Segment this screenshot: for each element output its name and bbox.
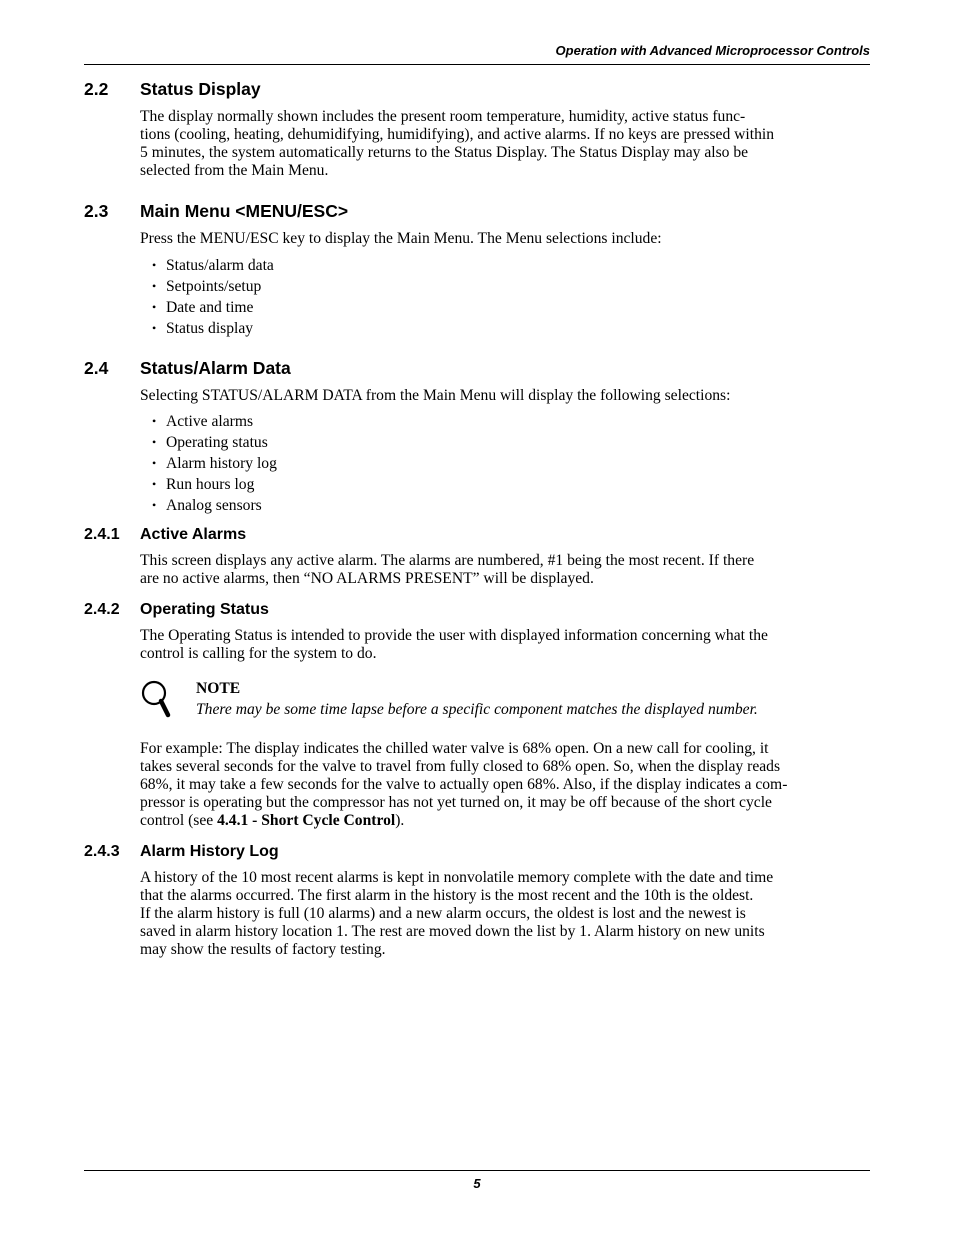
text-fragment: ). (395, 812, 405, 829)
list-item-text: Operating status (166, 434, 268, 451)
section-heading-2-4-1 (84, 525, 870, 545)
note-text: There may be some time lapse before a specific component matches the displayed number. (196, 701, 758, 718)
list-item-text: Run hours log (166, 476, 255, 493)
section-number: 2.4 (84, 358, 109, 378)
section-title: Main Menu <MENU/ESC> (140, 201, 349, 221)
list-item (140, 276, 870, 297)
bullet-icon: • (152, 258, 157, 272)
text-line: 5 minutes, the system automatically returns to the Status Display. The Status Display may also be (140, 144, 749, 161)
list-item (140, 297, 870, 318)
section-heading-2-2 (84, 78, 870, 100)
text-line: The display normally shown includes the present room temperature, humidity, active status func- (140, 108, 746, 125)
text-line: For example: The display indicates the chilled water valve is 68% open. On a new call for cooling, it (140, 740, 769, 757)
bullet-icon: • (152, 414, 157, 428)
list-item (140, 411, 870, 432)
text-line: Selecting STATUS/ALARM DATA from the Main Menu will display the following selections: (140, 387, 731, 404)
section-body-2-4-1 (140, 552, 870, 588)
note-box (140, 679, 870, 726)
section-number: 2.4.3 (84, 843, 120, 860)
text-line: takes several seconds for the valve to travel from fully closed to 68% open. So, when the display reads (140, 758, 781, 775)
page-content (84, 78, 870, 959)
bullet-icon: • (152, 477, 157, 491)
text-line: The Operating Status is intended to provide the user with displayed information concerning what the (140, 627, 768, 644)
note-title: NOTE (196, 680, 241, 697)
section-body-2-2 (140, 108, 870, 180)
section-intro-2-3 (140, 230, 870, 248)
list-item (140, 432, 870, 453)
section-title: Alarm History Log (140, 843, 279, 860)
bullet-icon: • (152, 321, 157, 335)
list-item-text: Analog sensors (166, 497, 262, 514)
bullet-icon: • (152, 435, 157, 449)
text-line: tions (cooling, heating, dehumidifying, humidifying), and active alarms. If no keys are pressed within (140, 126, 774, 143)
bullet-icon: • (152, 279, 157, 293)
header-rule (84, 64, 870, 65)
list-item (140, 318, 870, 339)
list-item (140, 474, 870, 495)
list-item (140, 453, 870, 474)
section-title: Status/Alarm Data (140, 358, 291, 378)
text-line: selected from the Main Menu. (140, 162, 329, 179)
list-item-text: Status display (166, 320, 254, 337)
footer-rule (84, 1170, 870, 1171)
section-heading-2-3 (84, 200, 870, 222)
cross-reference: 4.4.1 - Short Cycle Control (217, 812, 396, 829)
section-title: Operating Status (140, 601, 269, 618)
list-item-text: Status/alarm data (166, 257, 274, 274)
magnifier-icon (140, 679, 196, 726)
section-body-2-4-3 (140, 869, 870, 959)
list-item (140, 255, 870, 276)
bullet-icon: • (152, 498, 157, 512)
list-item-text: Date and time (166, 299, 254, 316)
section-heading-2-4-2 (84, 600, 870, 620)
note-content (196, 679, 758, 726)
bullet-icon: • (152, 300, 157, 314)
section-number: 2.4.2 (84, 601, 120, 618)
section-title: Active Alarms (140, 526, 247, 543)
text-line: control is calling for the system to do. (140, 645, 377, 662)
list-item-text: Alarm history log (166, 455, 277, 472)
text-line: are no active alarms, then “NO ALARMS PRESENT” will be displayed. (140, 570, 594, 587)
example-paragraph (140, 740, 870, 830)
text-line (140, 812, 870, 830)
bullet-list-2-3 (140, 255, 870, 339)
section-title: Status Display (140, 79, 261, 99)
text-line: This screen displays any active alarm. The alarms are numbered, #1 being the most recent. If there (140, 552, 755, 569)
bullet-icon: • (152, 456, 157, 470)
bullet-list-2-4 (140, 411, 870, 516)
running-header: Operation with Advanced Microprocessor Controls (555, 43, 870, 58)
list-item (140, 495, 870, 516)
text-line: Press the MENU/ESC key to display the Main Menu. The Menu selections include: (140, 230, 662, 247)
text-line: 68%, it may take a few seconds for the valve to actually open 68%. Also, if the display indicates a com- (140, 776, 788, 793)
section-body-2-4-2 (140, 627, 870, 663)
section-heading-2-4 (84, 357, 870, 379)
section-intro-2-4 (140, 387, 870, 405)
page-number: 5 (473, 1176, 481, 1191)
text-line: may show the results of factory testing. (140, 941, 386, 958)
list-item-text: Active alarms (166, 413, 254, 430)
text-line: A history of the 10 most recent alarms is kept in nonvolatile memory complete with the date and time (140, 869, 774, 886)
section-number: 2.4.1 (84, 526, 120, 543)
text-line: pressor is operating but the compressor has not yet turned on, it may be off because of the short cycle (140, 794, 772, 811)
text-line: If the alarm history is full (10 alarms) and a new alarm occurs, the oldest is lost and the newest is (140, 905, 746, 922)
text-line: saved in alarm history location 1. The rest are moved down the list by 1. Alarm history on new units (140, 923, 765, 940)
section-number: 2.3 (84, 201, 109, 221)
text-fragment: control (see (140, 812, 218, 829)
section-heading-2-4-3 (84, 842, 870, 862)
section-number: 2.2 (84, 79, 109, 99)
text-line: that the alarms occurred. The first alarm in the history is the most recent and the 10th is the oldest. (140, 887, 754, 904)
list-item-text: Setpoints/setup (166, 278, 262, 295)
